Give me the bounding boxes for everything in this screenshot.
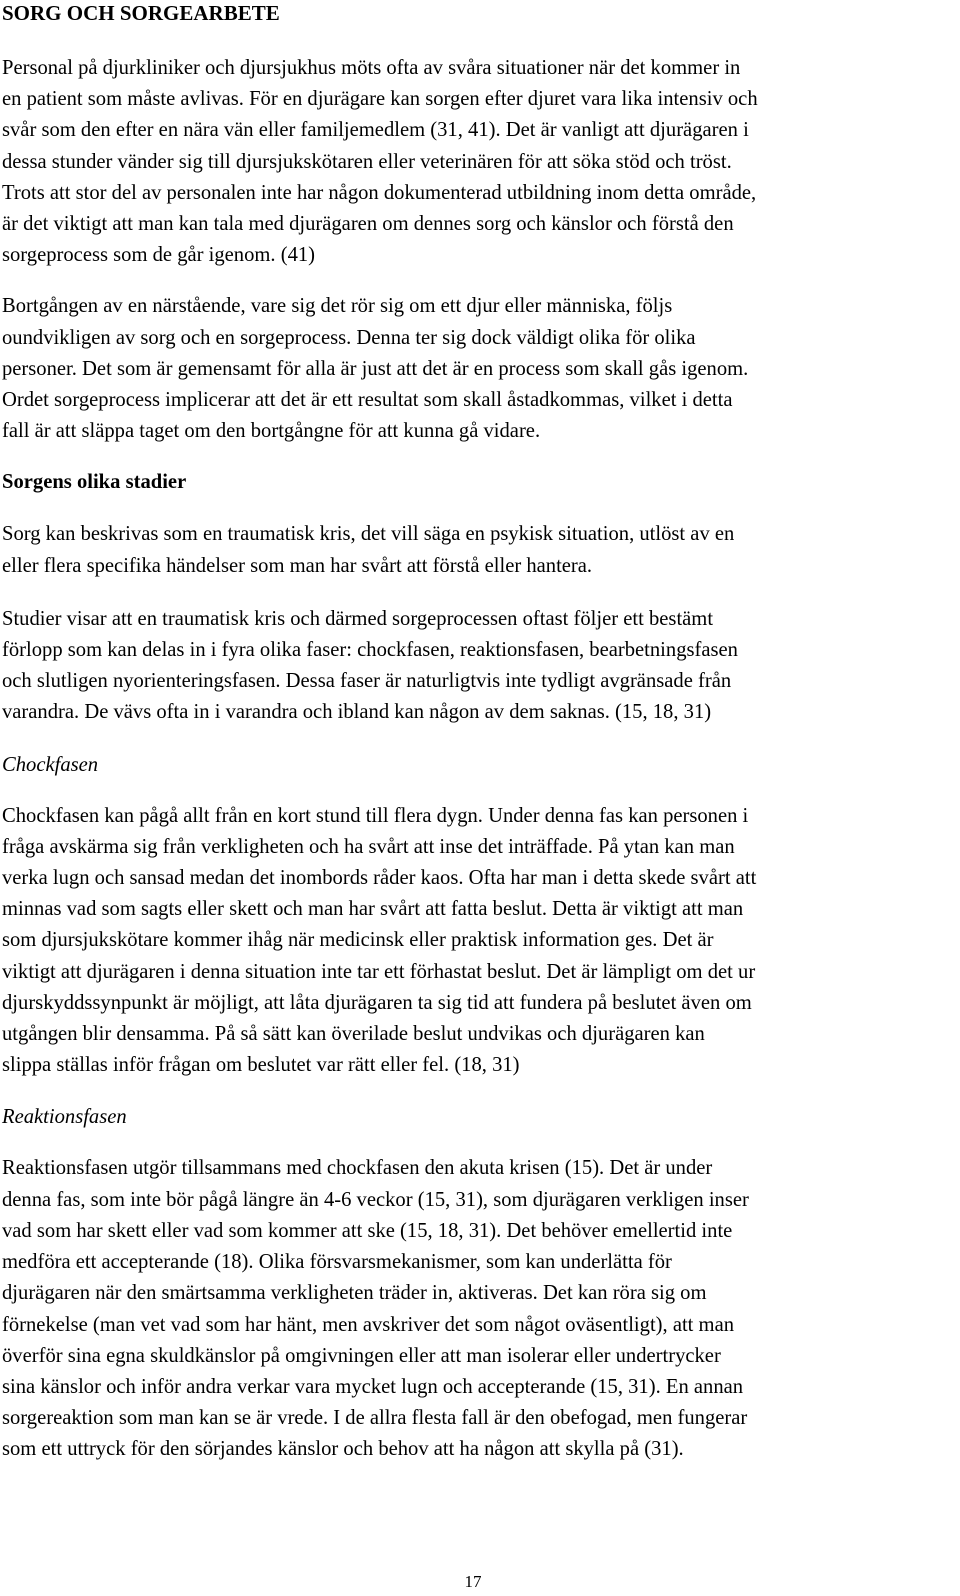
intro-paragraph: Personal på djurkliniker och djursjukhus möts ofta av svåra situationer när det kommer in en patient som måste avlivas. För en djurägare kan sorgen efter djuret vara lika intensiv och svår som den efter en nära vän eller familjemedlem (31, 41). Det är vanligt att djurägaren i dessa stunder vänder sig till djursjukskötaren eller veterinären för att söka stöd och tröst. Trots att stor del av personalen inte har någon dokumenterad utbildning inom detta område, är det viktigt att man kan tala med djurägaren om dennes sorg och känslor och förstå den sorgeprocess som de går igenom. (41) <box>2 57 758 267</box>
subheading-reaktionsfasen: Reaktionsfasen <box>2 1106 127 1129</box>
page-number: 17 <box>464 1572 482 1591</box>
chockfasen-paragraph: Chockfasen kan pågå allt från en kort stund till flera dygn. Under denna fas kan personen i fråga avskärma sig från verkligheten och ha svårt att inse det inträffade. På ytan kan man verka lugn och sansad medan det inombords råder kaos. Ofta har man i detta skede svårt att minnas vad som sagts eller skett och man har svårt att fatta beslut. Detta är viktigt att man som djursjukskötare kommer ihåg när medicinsk eller praktisk information ges. Det är viktigt att djurägaren i denna situation inte tar ett förhastat beslut. Det är lämpligt om det ur djurskyddssynpunkt är möjligt, att låta djurägaren ta sig tid att fundera på beslutet även om utgången blir densamma. På så sätt kan överilade beslut undvikas och djurägaren kan slippa ställas inför frågan om beslutet var rätt eller fel. (18, 31) <box>2 804 757 1077</box>
subheading-chockfasen: Chockfasen <box>2 753 99 776</box>
reaktionsfasen-paragraph: Reaktionsfasen utgör tillsammans med chockfasen den akuta krisen (15). Det är under denna fas, som inte bör pågå längre än 4-6 veckor (15, 31), som djurägaren verkligen inser vad som har skett eller vad som kommer att ske (15, 18, 31). Det behöver emellertid inte medföra ett accepterande (18). Olika försvarsmekanismer, som kan underlätta för djurägaren när den smärtsamma verkligheten träder in, aktiveras. Det kan röra sig om förnekelse (man vet vad som har hänt, men avskriver det som något oväsentligt), att man överför sina egna skuldkänslor på omgivningen eller att man isolerar eller undertrycker sina känslor och inför andra verkar vara mycket lugn och accepterande (15, 31). En annan sorgereaktion som man kan se är vrede. I de allra flesta fall är den obefogad, men fungerar som ett uttryck för den sörjandes känslor och behov att ha någon att skylla på (31). <box>2 1157 749 1461</box>
section-heading-sorgens-olika-stadier: Sorgens olika stadier <box>2 471 187 494</box>
document-title: SORG OCH SORGEARBETE <box>2 1 280 25</box>
document-page <box>2 0 948 1466</box>
sorg-paragraph: Sorg kan beskrivas som en traumatisk kris, det vill säga en psykisk situation, utlöst av en eller flera specifika händelser som man har svårt att förstå eller hantera. <box>2 523 735 577</box>
bortgang-paragraph: Bortgången av en närstående, vare sig det rör sig om ett djur eller människa, följs oundvikligen av sorg och en sorgeprocess. Denna ter sig dock väldigt olika för olika personer. Det som är gemensamt för alla är just att det är en process som skall gås igenom. Ordet sorgeprocess implicerar att det är ett resultat som skall åstadkommas, vilket i detta fall är att släppa taget om den bortgångne för att kunna gå vidare. <box>2 295 749 443</box>
studier-paragraph: Studier visar att en traumatisk kris och därmed sorgeprocessen oftast följer ett bestämt förlopp som kan delas in i fyra olika faser: chockfasen, reaktionsfasen, bearbetningsfasen och slutligen nyorienteringsfasen. Dessa faser är naturligtvis inte tydligt avgränsade från varandra. De vävs ofta in i varandra och ibland kan någon av dem saknas. (15, 18, 31) <box>2 607 738 724</box>
